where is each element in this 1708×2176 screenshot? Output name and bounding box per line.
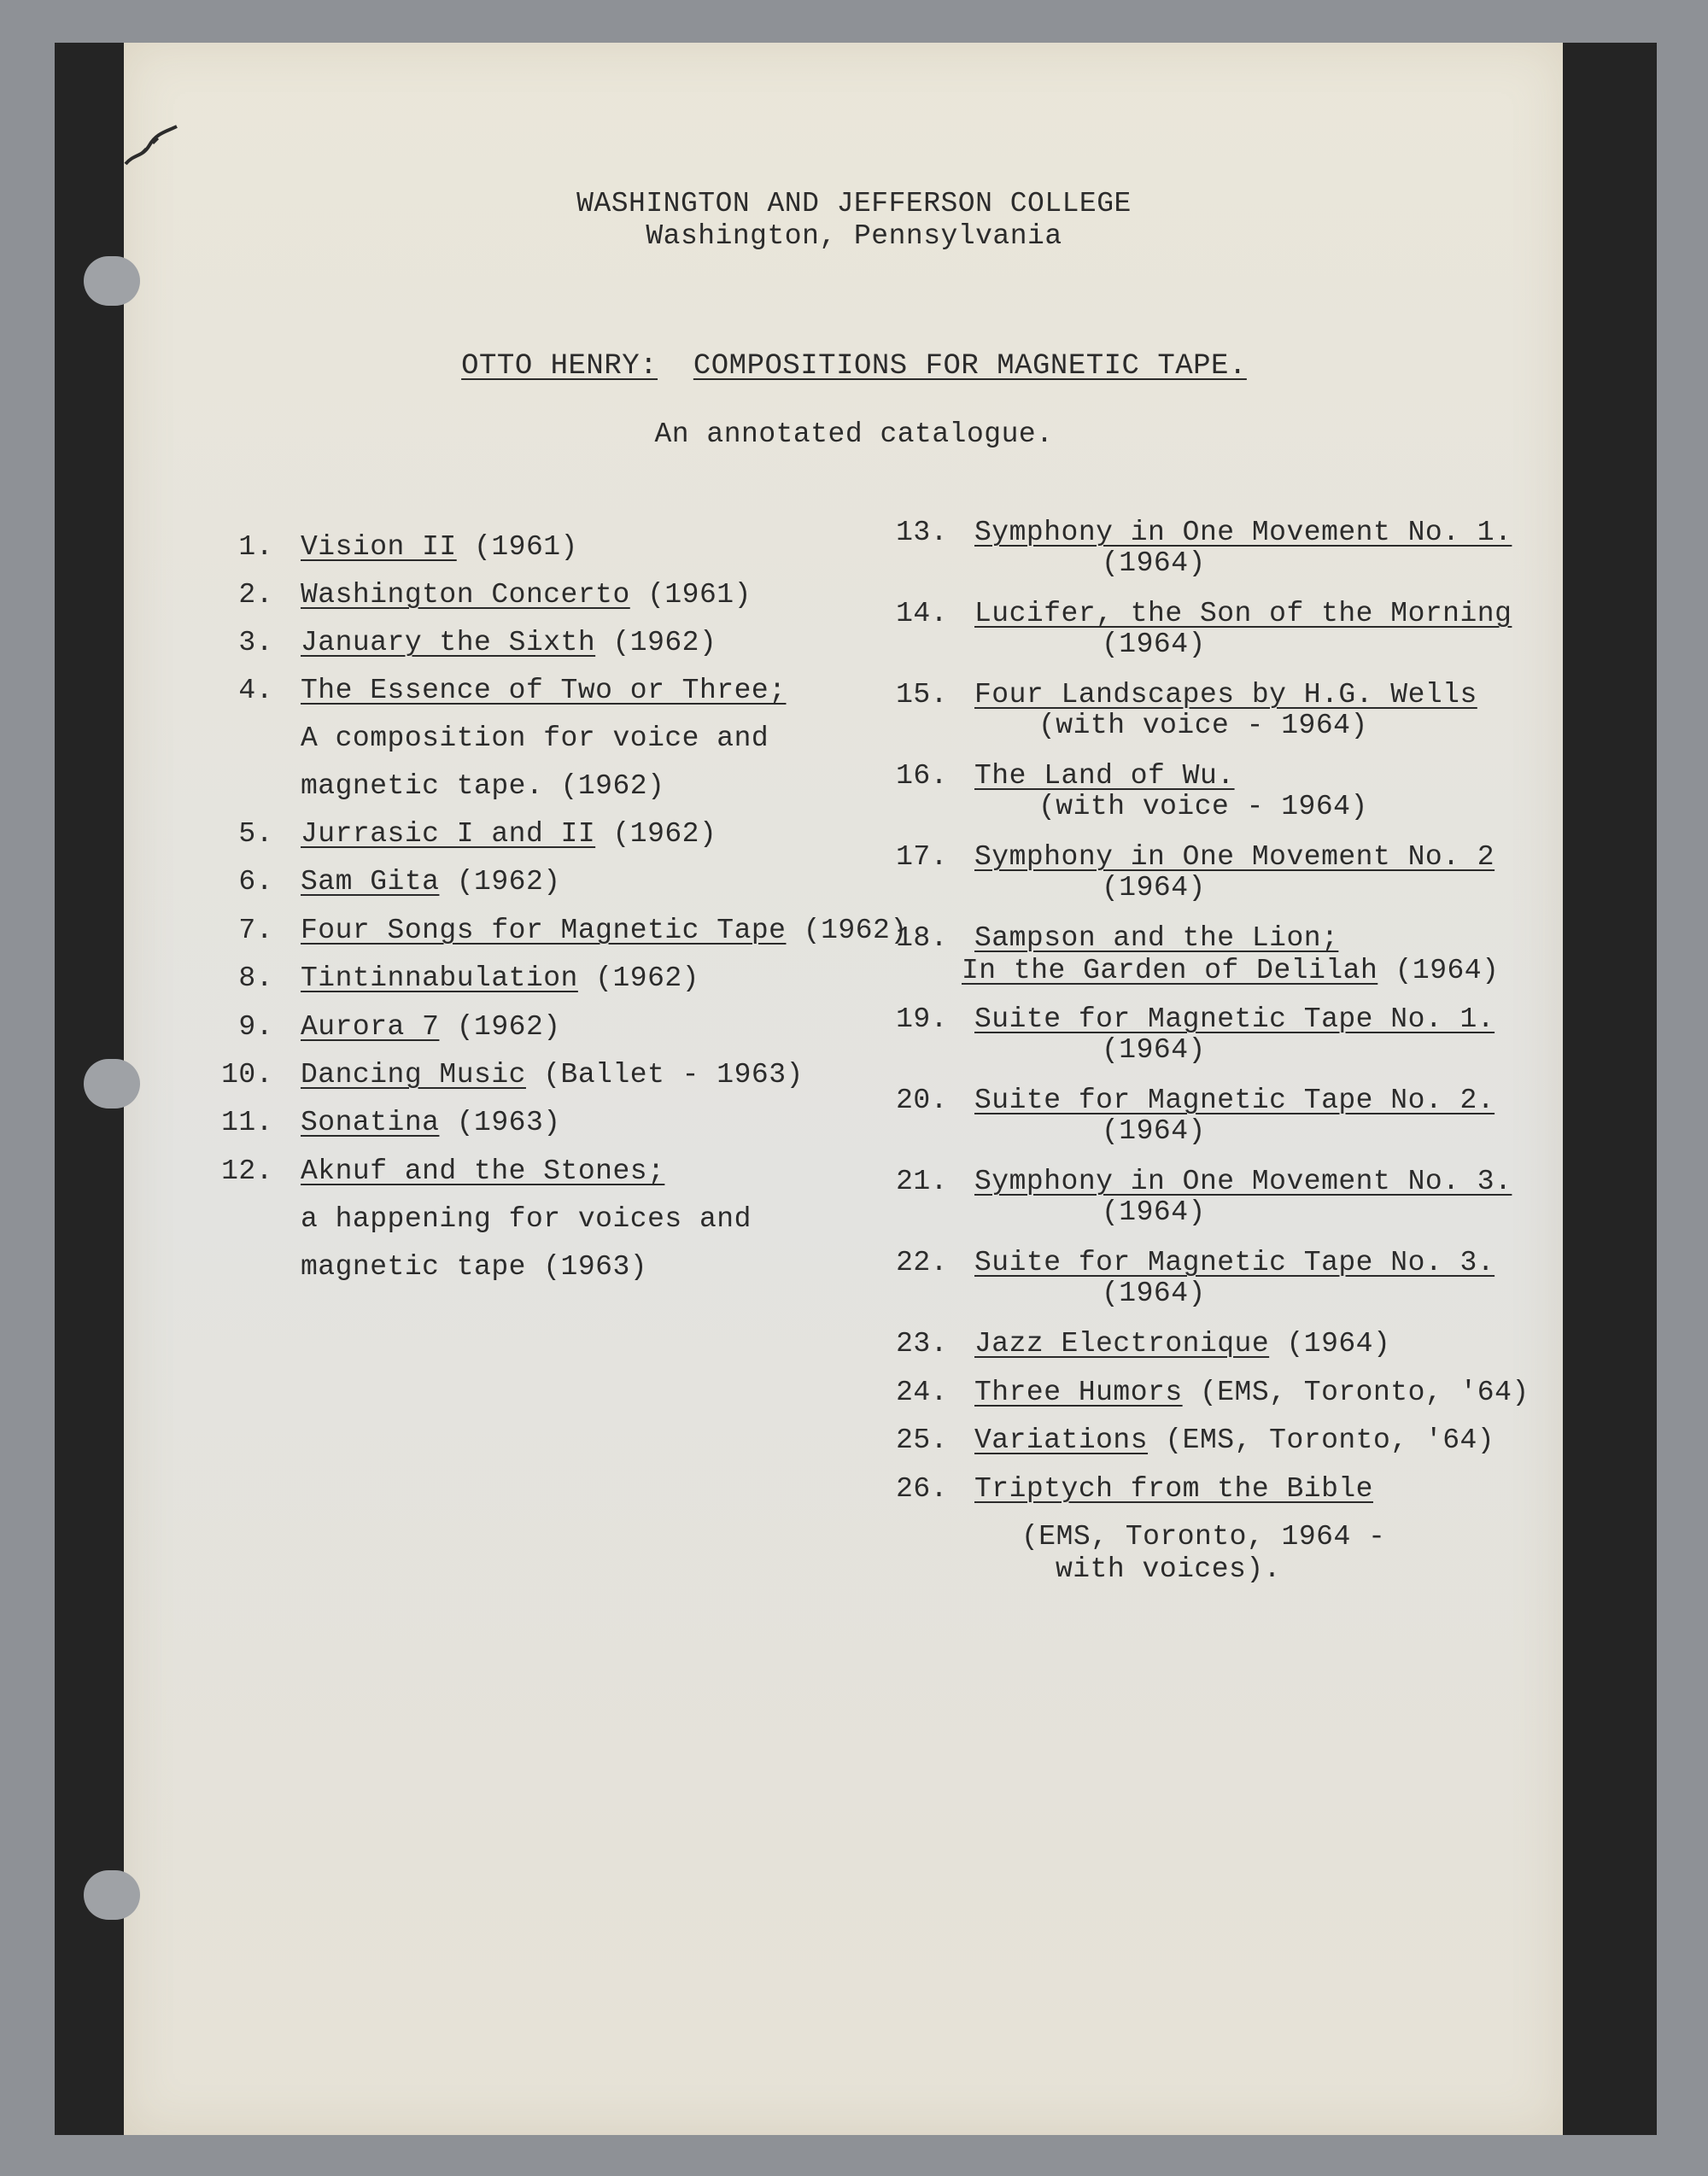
entry-title: Dancing Music	[301, 1059, 526, 1091]
entry-note: (1962)	[439, 866, 561, 898]
entry-line	[301, 1011, 561, 1043]
entry-line	[301, 866, 561, 898]
entry-title: Vision II	[301, 531, 457, 563]
entry-line	[974, 679, 1477, 711]
entry-title: Symphony in One Movement No. 3.	[974, 1166, 1512, 1197]
entry-line	[974, 1085, 1494, 1116]
entry-number: 17.	[896, 841, 948, 873]
entry-line	[974, 760, 1235, 792]
entry-number: 23.	[896, 1328, 948, 1360]
entry-line	[301, 1059, 804, 1091]
entry-line	[974, 1328, 1390, 1360]
entry-note: (1962)	[595, 627, 717, 658]
entry-number: 2.	[238, 579, 273, 611]
entry-title: January the Sixth	[301, 627, 596, 658]
entry-line	[301, 1107, 561, 1138]
entry-title: Sonatina	[301, 1107, 440, 1138]
entry-number: 16.	[896, 760, 948, 792]
entry-number: 5.	[238, 818, 273, 850]
entry-title: Jurrasic I and II	[301, 818, 596, 850]
catalogue-subtitle: An annotated catalogue.	[654, 418, 1054, 450]
entry-title: In the Garden of Delilah	[962, 955, 1378, 986]
entry-title: Suite for Magnetic Tape No. 2.	[974, 1085, 1495, 1116]
entry-title: Variations	[974, 1424, 1149, 1456]
entry-line	[301, 818, 717, 850]
entry-note: (1964)	[1269, 1328, 1391, 1360]
entry-line	[974, 598, 1512, 629]
entry-note: (1964)	[1102, 872, 1206, 904]
entry-line	[301, 1155, 664, 1187]
institution-name: WASHINGTON AND JEFFERSON COLLEGE	[576, 188, 1132, 219]
entry-number: 19.	[896, 1003, 948, 1035]
entry-line	[301, 627, 717, 658]
entry-title: The Land of Wu.	[974, 760, 1235, 792]
entry-title: Triptych from the Bible	[974, 1473, 1373, 1505]
entry-line	[974, 517, 1512, 548]
entry-title: Aurora 7	[301, 1011, 440, 1043]
entry-title: Symphony in One Movement No. 1.	[974, 517, 1512, 548]
entry-note: (1962)	[439, 1011, 561, 1043]
entry-title: The Essence of Two or Three;	[301, 675, 787, 706]
entry-note: (EMS, Toronto, '64)	[1148, 1424, 1495, 1456]
entry-note: (1962)	[595, 818, 717, 850]
entry-number: 21.	[896, 1166, 948, 1197]
entry-line	[962, 955, 1499, 986]
entry-line	[974, 1377, 1530, 1408]
entry-note: (1963)	[439, 1107, 561, 1138]
entry-title: Three Humors	[974, 1377, 1183, 1408]
entry-note: (with voice - 1964)	[1038, 791, 1368, 822]
entry-title: Four Songs for Magnetic Tape	[301, 915, 787, 946]
entry-number: 15.	[896, 679, 948, 711]
entry-note: (1964)	[1102, 1196, 1206, 1228]
entry-number: 24.	[896, 1377, 948, 1408]
entry-line	[301, 675, 787, 706]
entry-line	[301, 531, 578, 563]
entry-title: Suite for Magnetic Tape No. 1.	[974, 1003, 1495, 1035]
entry-number: 1.	[238, 531, 273, 563]
punch-hole-bottom	[84, 1870, 140, 1920]
entry-title: Washington Concerto	[301, 579, 630, 611]
entry-line	[974, 1247, 1494, 1278]
entry-number: 11.	[221, 1107, 273, 1138]
entry-line	[301, 962, 699, 994]
entry-note: (1962)	[577, 962, 699, 994]
entry-note: (Ballet - 1963)	[525, 1059, 804, 1091]
entry-note: (1964)	[1102, 629, 1206, 660]
entry-number: 3.	[238, 627, 273, 658]
entry-note: with voices).	[1056, 1553, 1281, 1585]
entry-number: 4.	[238, 675, 273, 706]
entry-description: A composition for voice and	[301, 722, 769, 754]
entry-number: 12.	[221, 1155, 273, 1187]
entry-number: 25.	[896, 1424, 948, 1456]
entry-note: (1964)	[1102, 547, 1206, 579]
entry-note: (EMS, Toronto, '64)	[1182, 1377, 1530, 1408]
entry-line	[974, 1166, 1512, 1197]
entry-description: a happening for voices and	[301, 1203, 752, 1235]
entry-number: 13.	[896, 517, 948, 548]
entry-note: (1961)	[629, 579, 752, 611]
entry-line	[974, 841, 1494, 873]
entry-description: magnetic tape. (1962)	[301, 770, 665, 802]
punch-hole-middle	[84, 1059, 140, 1108]
entry-title: Suite for Magnetic Tape No. 3.	[974, 1247, 1495, 1278]
letterhead	[0, 188, 1708, 253]
entry-number: 20.	[896, 1085, 948, 1116]
entry-line	[301, 915, 908, 946]
entry-note: (with voice - 1964)	[1038, 710, 1368, 741]
entry-note: (1964)	[1102, 1278, 1206, 1309]
entry-number: 8.	[238, 962, 273, 994]
entry-line	[974, 922, 1338, 954]
entry-description: magnetic tape (1963)	[301, 1251, 648, 1283]
entry-note: (1962)	[786, 915, 908, 946]
entry-title: Tintinnabulation	[301, 962, 578, 994]
entry-number: 14.	[896, 598, 948, 629]
entry-note: (1964)	[1102, 1115, 1206, 1147]
entry-note: (EMS, Toronto, 1964 -	[1021, 1521, 1386, 1553]
entry-line	[301, 579, 752, 611]
composer-name: OTTO HENRY:	[461, 350, 658, 383]
entry-note: (1964)	[1102, 1034, 1206, 1066]
entry-title: Sam Gita	[301, 866, 440, 898]
entry-line	[974, 1473, 1373, 1505]
entry-number: 6.	[238, 866, 273, 898]
entry-number: 18.	[896, 922, 948, 954]
pencil-mark-icon	[124, 120, 184, 171]
entry-note: (1961)	[456, 531, 578, 563]
entry-title: Lucifer, the Son of the Morning	[974, 598, 1512, 629]
entry-number: 9.	[238, 1011, 273, 1043]
entry-number: 7.	[238, 915, 273, 946]
entry-title: Sampson and the Lion;	[974, 922, 1339, 954]
catalogue-heading: COMPOSITIONS FOR MAGNETIC TAPE.	[693, 350, 1247, 383]
entry-note: (1964)	[1378, 955, 1500, 986]
entry-line	[974, 1003, 1494, 1035]
entry-number: 10.	[221, 1059, 273, 1091]
entry-title: Jazz Electronique	[974, 1328, 1270, 1360]
institution-location: Washington, Pennsylvania	[646, 220, 1062, 252]
catalogue-title	[0, 350, 1708, 383]
entry-title: Aknuf and the Stones;	[301, 1155, 665, 1187]
entry-title: Four Landscapes by H.G. Wells	[974, 679, 1477, 711]
entry-line	[974, 1424, 1494, 1456]
entry-number: 26.	[896, 1473, 948, 1505]
entry-title: Symphony in One Movement No. 2	[974, 841, 1495, 873]
punch-hole-top	[84, 256, 140, 306]
entry-number: 22.	[896, 1247, 948, 1278]
